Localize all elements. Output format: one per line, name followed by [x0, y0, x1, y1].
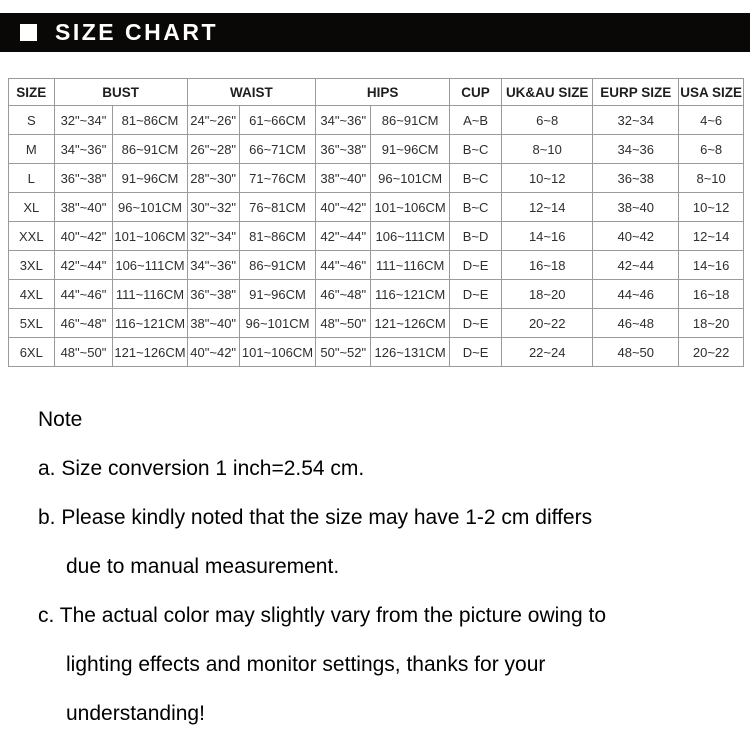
table-cell: D~E [449, 338, 501, 367]
table-cell: 30"~32" [187, 193, 239, 222]
table-cell: 44~46 [593, 280, 679, 309]
table-cell: 14~16 [679, 251, 744, 280]
table-header [9, 79, 744, 106]
table-cell: 20~22 [502, 309, 593, 338]
table-cell: S [9, 106, 55, 135]
table-cell: 40"~42" [187, 338, 239, 367]
table-cell: 106~111CM [113, 251, 187, 280]
table-cell: 28"~30" [187, 164, 239, 193]
note-items [0, 444, 750, 738]
table-cell: 6~8 [502, 106, 593, 135]
table-cell: 116~121CM [371, 280, 450, 309]
table-cell: 18~20 [679, 309, 744, 338]
table-cell: 6XL [9, 338, 55, 367]
table-cell: 38"~40" [187, 309, 239, 338]
column-header: CUP [449, 79, 501, 106]
table-cell: 46"~48" [54, 309, 113, 338]
table-cell: 34~36 [593, 135, 679, 164]
note-item [0, 591, 750, 738]
table-cell: D~E [449, 251, 501, 280]
table-cell: 91~96CM [371, 135, 450, 164]
column-header: SIZE [9, 79, 55, 106]
table-cell: 3XL [9, 251, 55, 280]
page-title: SIZE CHART [55, 19, 218, 45]
table-cell: 20~22 [679, 338, 744, 367]
table-cell: 16~18 [502, 251, 593, 280]
table-cell: 48~50 [593, 338, 679, 367]
table-row [9, 135, 744, 164]
square-bullet-icon [20, 24, 37, 41]
table-cell: 111~116CM [113, 280, 187, 309]
note-item [0, 444, 750, 493]
table-row [9, 164, 744, 193]
table-cell: 126~131CM [371, 338, 450, 367]
table-cell: 26"~28" [187, 135, 239, 164]
note-line: understanding! [66, 702, 205, 725]
note-item [0, 493, 750, 591]
table-cell: 61~66CM [239, 106, 315, 135]
table-cell: 111~116CM [371, 251, 450, 280]
table-cell: 46~48 [593, 309, 679, 338]
table-cell: 44"~46" [316, 251, 371, 280]
table-cell: 24"~26" [187, 106, 239, 135]
column-header: EURP SIZE [593, 79, 679, 106]
table-cell: 81~86CM [239, 222, 315, 251]
table-cell: 96~101CM [239, 309, 315, 338]
table-cell: 86~91CM [371, 106, 450, 135]
table-cell: 50"~52" [316, 338, 371, 367]
table-cell: 40"~42" [54, 222, 113, 251]
table-row [9, 338, 744, 367]
table-cell: 121~126CM [371, 309, 450, 338]
table-cell: 66~71CM [239, 135, 315, 164]
table-row [9, 251, 744, 280]
table-cell: XL [9, 193, 55, 222]
table-cell: 34"~36" [54, 135, 113, 164]
table-cell: M [9, 135, 55, 164]
table-cell: 38"~40" [316, 164, 371, 193]
table-cell: 36"~38" [187, 280, 239, 309]
table-cell: 14~16 [502, 222, 593, 251]
table-cell: 18~20 [502, 280, 593, 309]
column-header: HIPS [316, 79, 450, 106]
table-cell: 34"~36" [316, 106, 371, 135]
table-cell: 48"~50" [316, 309, 371, 338]
table-cell: 5XL [9, 309, 55, 338]
table-cell: D~E [449, 309, 501, 338]
column-header: WAIST [187, 79, 316, 106]
table-cell: 10~12 [502, 164, 593, 193]
table-cell: 38~40 [593, 193, 679, 222]
table-cell: 96~101CM [113, 193, 187, 222]
table-cell: 81~86CM [113, 106, 187, 135]
note-line: a. Size conversion 1 inch=2.54 cm. [38, 457, 365, 480]
column-header: BUST [54, 79, 187, 106]
table-cell: 121~126CM [113, 338, 187, 367]
table-cell: 36"~38" [316, 135, 371, 164]
table-cell: 101~106CM [239, 338, 315, 367]
table-cell: XXL [9, 222, 55, 251]
table-cell: 38"~40" [54, 193, 113, 222]
table-cell: 76~81CM [239, 193, 315, 222]
table-cell: 106~111CM [371, 222, 450, 251]
table-cell: 36"~38" [54, 164, 113, 193]
table-cell: 116~121CM [113, 309, 187, 338]
table-cell: B~C [449, 135, 501, 164]
table-cell: 40~42 [593, 222, 679, 251]
note-section [0, 396, 750, 738]
table-cell: 4~6 [679, 106, 744, 135]
table-cell: B~C [449, 193, 501, 222]
note-heading: Note [38, 408, 83, 431]
table-cell: 46"~48" [316, 280, 371, 309]
table-cell: L [9, 164, 55, 193]
table-cell: 48"~50" [54, 338, 113, 367]
table-cell: 6~8 [679, 135, 744, 164]
table-cell: D~E [449, 280, 501, 309]
table-cell: 101~106CM [371, 193, 450, 222]
note-line: c. The actual color may slightly vary from the picture owing to [38, 604, 607, 627]
table-cell: 42"~44" [54, 251, 113, 280]
table-cell: 86~91CM [113, 135, 187, 164]
table-cell: B~D [449, 222, 501, 251]
table-cell: 22~24 [502, 338, 593, 367]
table-cell: 96~101CM [371, 164, 450, 193]
table-cell: 10~12 [679, 193, 744, 222]
table-cell: 101~106CM [113, 222, 187, 251]
table-row [9, 280, 744, 309]
column-header: USA SIZE [679, 79, 744, 106]
table-cell: 32~34 [593, 106, 679, 135]
table-cell: 44"~46" [54, 280, 113, 309]
table-cell: 91~96CM [239, 280, 315, 309]
table-row [9, 193, 744, 222]
table-cell: 4XL [9, 280, 55, 309]
table-cell: 8~10 [679, 164, 744, 193]
table-body [9, 106, 744, 367]
table-cell: 42"~44" [316, 222, 371, 251]
header-row [9, 79, 744, 106]
table-cell: B~C [449, 164, 501, 193]
column-header: UK&AU SIZE [502, 79, 593, 106]
table-cell: 32"~34" [187, 222, 239, 251]
table-cell: 42~44 [593, 251, 679, 280]
table-cell: 86~91CM [239, 251, 315, 280]
table-cell: 40"~42" [316, 193, 371, 222]
note-line: due to manual measurement. [66, 555, 340, 578]
note-line: b. Please kindly noted that the size may have 1-2 cm differs [38, 506, 593, 529]
table-row [9, 222, 744, 251]
table-cell: 12~14 [679, 222, 744, 251]
table-cell: A~B [449, 106, 501, 135]
table-row [9, 309, 744, 338]
table-cell: 91~96CM [113, 164, 187, 193]
size-chart-table [8, 78, 744, 367]
table-cell: 71~76CM [239, 164, 315, 193]
table-cell: 32"~34" [54, 106, 113, 135]
table-cell: 16~18 [679, 280, 744, 309]
table-cell: 12~14 [502, 193, 593, 222]
table-cell: 8~10 [502, 135, 593, 164]
table-cell: 36~38 [593, 164, 679, 193]
title-bar [0, 13, 750, 52]
note-line: lighting effects and monitor settings, thanks for your [66, 653, 546, 676]
table-cell: 34"~36" [187, 251, 239, 280]
table-row [9, 106, 744, 135]
